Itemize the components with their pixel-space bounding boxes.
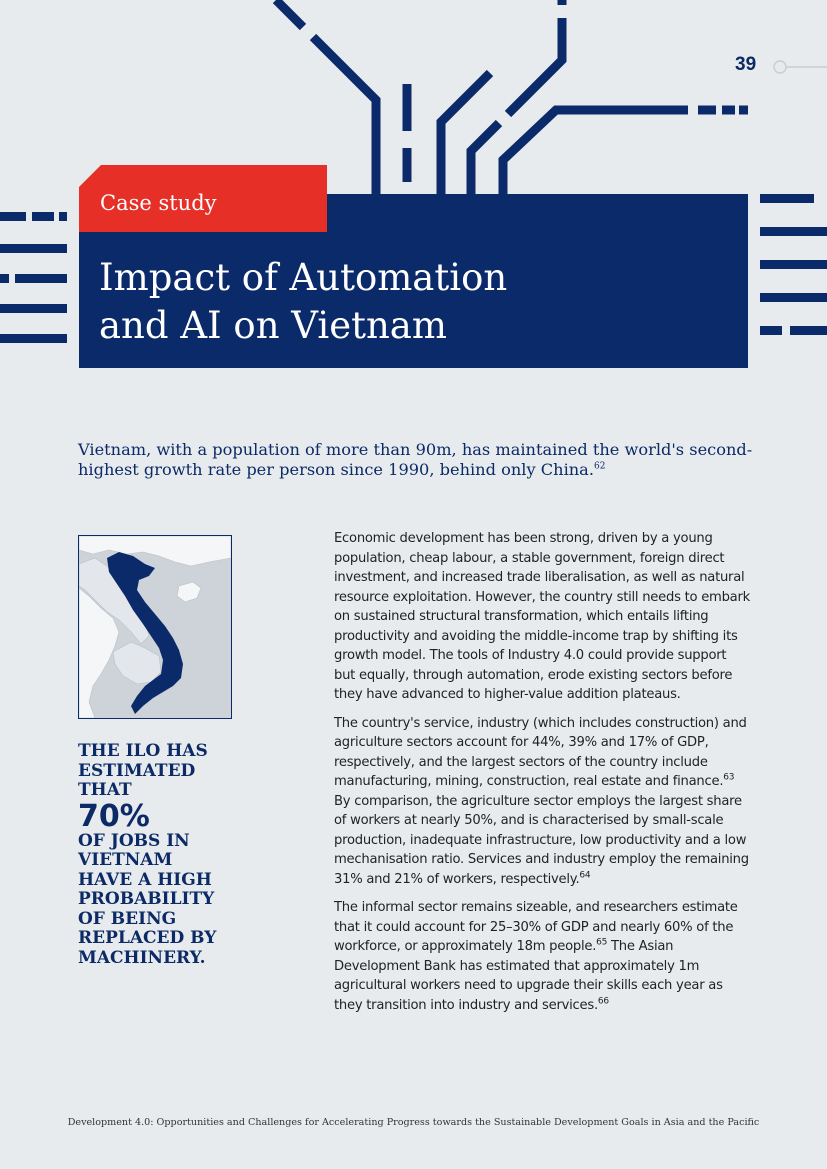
map-cambodia [113, 642, 161, 684]
footnote-ref: 62 [593, 461, 606, 472]
stat-line: MACHINERY. [78, 947, 206, 968]
stat-line: HAVE A HIGH [78, 869, 212, 890]
circuit-line [508, 18, 562, 114]
page-title [99, 254, 507, 350]
circuit-bar [59, 212, 67, 221]
intro-paragraph [78, 440, 758, 480]
paragraph-text: The informal sector remains sizeable, and researchers estimate that it could account for 25–30% of GDP and nearly 60% of the workforce, or approximately 18m people. [334, 900, 738, 954]
circuit-bar [0, 334, 67, 343]
circuit-bar [760, 260, 827, 269]
stat-line: THE ILO HAS [78, 741, 208, 761]
paragraph-text: The country's service, industry (which includes construction) and agriculture sectors account for 44%, 39% and 17% of GDP, respectively, and the largest sectors of the country include manufacturing, mining, construction, real estate and finance. [334, 715, 747, 789]
footnote-ref: 65 [596, 937, 608, 948]
circuit-bar [0, 304, 67, 313]
circuit-line [471, 123, 499, 194]
circuit-bar [760, 194, 814, 203]
stat-line: ESTIMATED [78, 760, 196, 781]
circuit-bar [0, 274, 9, 283]
circuit-bar [0, 244, 67, 253]
connector-node [774, 61, 786, 73]
case-study-label: Case study [100, 191, 217, 215]
circuit-bar [760, 227, 827, 236]
stat-line: OF JOBS IN [78, 830, 190, 851]
stat-callout [78, 742, 248, 968]
footnote-ref: 63 [723, 772, 735, 783]
paragraph [334, 898, 750, 1015]
paragraph-text: Economic development has been strong, driven by a young population, cheap labour, a stable government, foreign direct investment, and increased trade liberalisation, as well as natural resource exploitation. However, the country still needs to embark on sustained structural transformation, which entails lifting productivity and avoiding the middle-income trap by shifting its growth model. The tools of Industry 4.0 could provide support but equally, through automation, erode existing sectors before they have advanced to higher-value addition plateaus. [334, 531, 750, 702]
footnote-ref: 66 [597, 996, 609, 1007]
map-china [79, 536, 231, 566]
page-footer: Development 4.0: Opportunities and Challenges for Accelerating Progress towards the Sustainable Development Goals in Asia and the Pacific [67, 1117, 760, 1128]
footnote-ref: 64 [579, 870, 591, 881]
body-text [334, 529, 750, 1024]
paragraph [334, 714, 750, 890]
page-number: 39 [735, 54, 757, 75]
intro-text: Vietnam, with a population of more than 90m, has maintained the world's second-highest growth rate per person since 1990, behind only China. [78, 440, 753, 479]
stat-line: VIETNAM [78, 850, 173, 870]
stat-line: THAT [78, 780, 132, 800]
circuit-bar [0, 212, 26, 221]
title-line: Impact of Automation [99, 256, 508, 299]
paragraph-text: By comparison, the agriculture sector employs the largest share of workers at nearly 50%, and is characterised by small-scale production, inadequate infrastructure, low productivity and a low mechanisation ratio. Services and industry employ the remaining 31% and 21% of workers, respectively. [334, 793, 749, 887]
circuit-line [503, 110, 688, 194]
stat-value: 70% [78, 798, 150, 834]
map-graphic [79, 536, 231, 718]
paragraph [334, 529, 750, 705]
stat-line: PROBABILITY [78, 889, 215, 909]
circuit-bar [790, 326, 827, 335]
circuit-bar [760, 326, 782, 335]
stat-line: OF BEING [78, 908, 177, 929]
circuit-bar [15, 274, 67, 283]
vietnam-map [78, 535, 232, 719]
stat-line: REPLACED BY [78, 928, 217, 948]
circuit-bar [32, 212, 54, 221]
circuit-bar [760, 293, 827, 302]
paragraph-text: The Asian Development Bank has estimated that approximately 1m agricultural workers need to upgrade their skills each year as they transition into industry and services. [334, 939, 723, 1013]
circuit-line [276, 0, 303, 27]
map-hainan [177, 582, 201, 602]
title-line: and AI on Vietnam [99, 304, 447, 347]
